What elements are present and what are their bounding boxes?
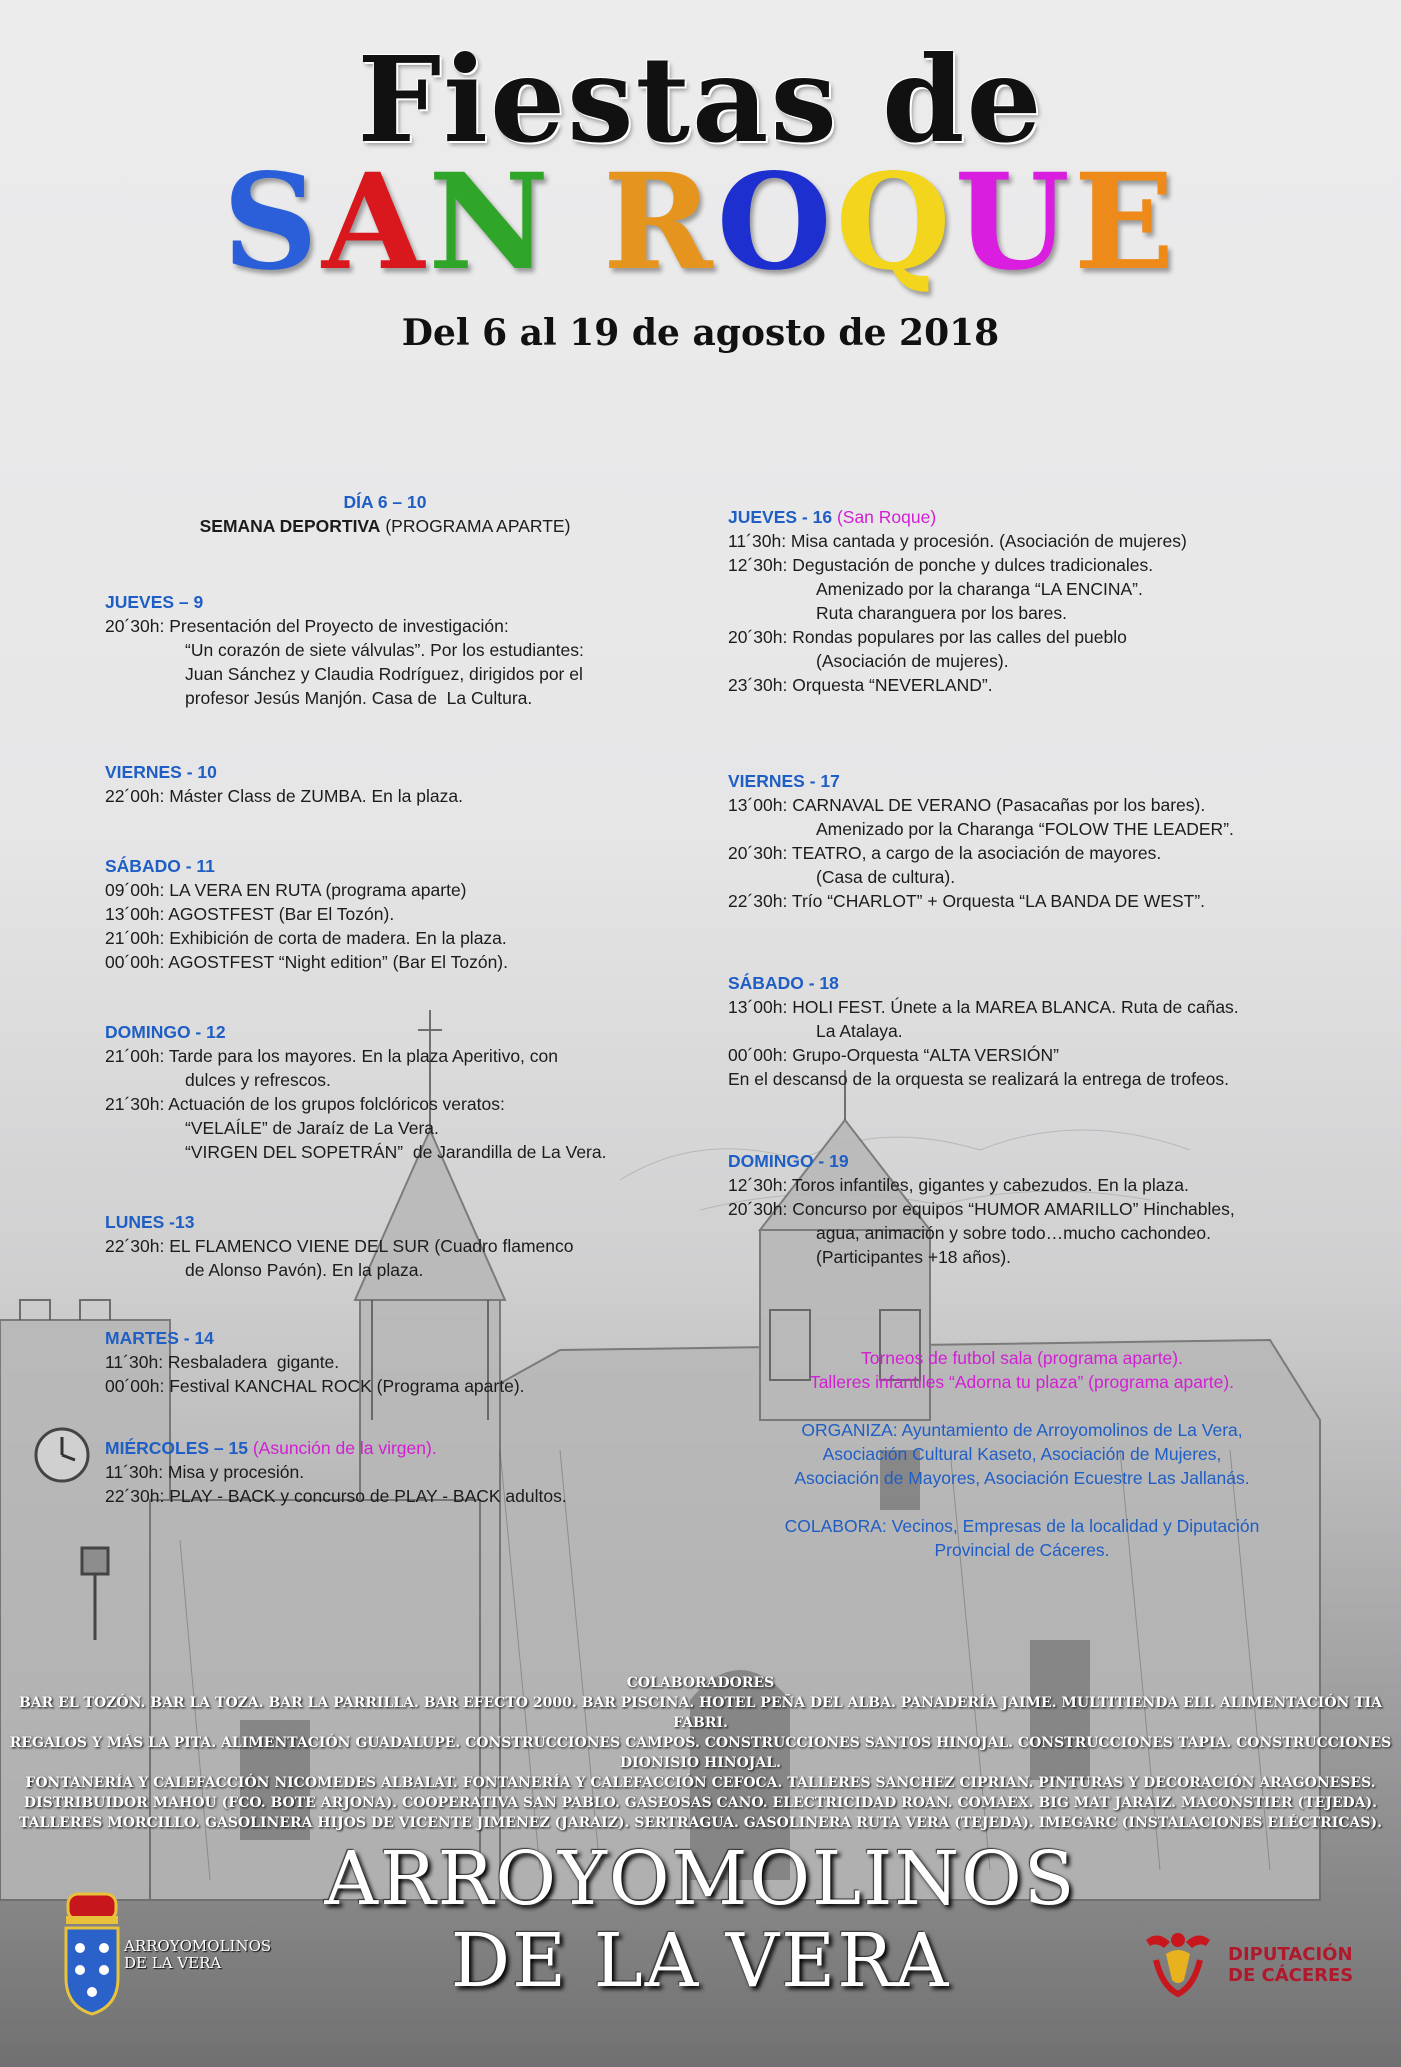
event-line: En el descanso de la orquesta se realizará la entrega de trofeos. <box>728 1069 1230 1089</box>
town-crest-icon <box>60 1888 124 2018</box>
event-line: 00´00h: Grupo-Orquesta “ALTA VERSIÓN” <box>728 1045 1060 1065</box>
event-line: 20´30h: Presentación del Proyecto de investigación: <box>105 616 509 636</box>
sponsors-title: COLABORADORES <box>626 1675 775 1691</box>
schedule-block-viernes-17 <box>728 769 1348 913</box>
event-line: 20´30h: Rondas populares por las calles del pueblo <box>728 627 1127 647</box>
sponsors-line: BAR EL TOZÓN. BAR LA TOZA. BAR LA PARRILLA. BAR EFECTO 2000. BAR PISCINA. HOTEL PEÑA DEL ALBA. PANADERÍA JAIME. MULTITIENDA ELI. ALIMENTACIÓN TIA FABRI. <box>18 1695 1383 1731</box>
schedule-block-domingo-12 <box>105 1020 665 1164</box>
day-note: (San Roque) <box>832 507 937 527</box>
event-line: dulces y refrescos. <box>185 1070 331 1090</box>
diputacion-label <box>1228 1944 1353 1986</box>
event-line: 12´30h: Degustación de ponche y dulces tradicionales. <box>728 555 1154 575</box>
day-note: (Asunción de la virgen). <box>247 1438 437 1458</box>
event-line: profesor Jesús Manjón. Casa de La Cultura. <box>185 688 533 708</box>
day-heading: DÍA 6 – 10 <box>343 492 427 512</box>
schedule-block-jueves-9 <box>105 590 665 710</box>
event-line: 00´00h: AGOSTFEST “Night edition” (Bar El Tozón). <box>105 952 508 972</box>
colabora-line: Provincial de Cáceres. <box>934 1540 1110 1560</box>
town-name-line1: ARROYOMOLINOS <box>324 1836 1077 1922</box>
organiza-line: Asociación Cultural Kaseto, Asociación de Mujeres, <box>822 1444 1222 1464</box>
schedule-left-column <box>105 490 665 1552</box>
event-line: 09´00h: LA VERA EN RUTA (programa aparte) <box>105 880 467 900</box>
schedule-block-miercoles-15 <box>105 1436 665 1508</box>
sponsors-line: DISTRIBUIDOR MAHOU (FCO. BOTE ARJONA). COOPERATIVA SAN PABLO. GASEOSAS CANO. ELECTRICIDAD ROAN. COMAEX. BIG MAT JARAIZ. MACONSTIER (TEJEDA). <box>23 1795 1378 1811</box>
event-line: Amenizado por la Charanga “FOLOW THE LEADER”. <box>816 819 1234 839</box>
title-letter: A <box>321 145 429 300</box>
event-dates: Del 6 al 19 de agosto de 2018 <box>401 312 1000 354</box>
event-line: 13´00h: AGOSTFEST (Bar El Tozón). <box>105 904 395 924</box>
schedule-block-day6-10 <box>105 490 665 538</box>
poster-title: Fiestas de <box>357 30 1044 169</box>
schedule-block-viernes-10 <box>105 760 665 808</box>
event-line: 11´30h: Misa y procesión. <box>105 1462 305 1482</box>
diputacion-label-line1: DIPUTACIÓN <box>1228 1944 1353 1965</box>
event-line: 22´30h: Trío “CHARLOT” + Orquesta “LA BANDA DE WEST”. <box>728 891 1206 911</box>
title-letter: U <box>954 145 1074 300</box>
event-line: “Un corazón de siete válvulas”. Por los estudiantes: <box>185 640 584 660</box>
diputacion-logo-icon <box>1138 1920 1218 2000</box>
sponsors-list <box>0 1673 1401 1833</box>
day-heading: VIERNES - 17 <box>728 771 840 791</box>
diputacion-label-line2: DE CÁCERES <box>1228 1965 1354 1986</box>
title-letter: O <box>716 145 836 300</box>
additional-info <box>742 1346 1302 1562</box>
event-line: Juan Sánchez y Claudia Rodríguez, dirigidos por el <box>185 664 583 684</box>
event-line: Amenizado por la charanga “LA ENCINA”. <box>816 579 1143 599</box>
event-line: 13´00h: HOLI FEST. Únete a la MAREA BLANCA. Ruta de cañas. <box>728 997 1239 1017</box>
event-line: SEMANA DEPORTIVA (PROGRAMA APARTE) <box>199 516 571 536</box>
info-line: Torneos de futbol sala (programa aparte). <box>861 1348 1183 1368</box>
event-line: 00´00h: Festival KANCHAL ROCK (Programa aparte). <box>105 1376 525 1396</box>
organiza-line: Asociación de Mayores, Asociación Ecuestre Las Jallanás. <box>794 1468 1250 1488</box>
event-line: 22´00h: Máster Class de ZUMBA. En la plaza. <box>105 786 463 806</box>
day-heading: SÁBADO - 11 <box>105 856 215 876</box>
schedule-block-sabado-11 <box>105 854 665 974</box>
day-heading: SÁBADO - 18 <box>728 973 839 993</box>
event-line: “VIRGEN DEL SOPETRÁN” de Jarandilla de La Vera. <box>185 1142 607 1162</box>
event-line: 20´30h: TEATRO, a cargo de la asociación de mayores. <box>728 843 1162 863</box>
crest-label-line2: DE LA VERA <box>124 1954 222 1972</box>
event-line: (Casa de cultura). <box>816 867 956 887</box>
title-letter <box>553 145 603 300</box>
crest-label <box>124 1938 271 1972</box>
event-line: 21´30h: Actuación de los grupos folclóricos veratos: <box>105 1094 505 1114</box>
title-letter: S <box>222 145 322 300</box>
event-line: 13´00h: CARNAVAL DE VERANO (Pasacañas por los bares). <box>728 795 1206 815</box>
day-heading: JUEVES - 16 (San Roque) <box>728 507 937 527</box>
day-heading: LUNES -13 <box>105 1212 195 1232</box>
title-letter: R <box>602 145 717 300</box>
title-letter: E <box>1073 145 1179 300</box>
event-line: La Atalaya. <box>816 1021 903 1041</box>
event-line: 22´30h: PLAY - BACK y concurso de PLAY - BACK adultos. <box>105 1486 567 1506</box>
event-line: 11´30h: Misa cantada y procesión. (Asociación de mujeres) <box>728 531 1187 551</box>
schedule-right-column <box>728 505 1348 1313</box>
event-line: 21´00h: Tarde para los mayores. En la plaza Aperitivo, con <box>105 1046 558 1066</box>
day-heading: JUEVES – 9 <box>105 592 204 612</box>
san-roque-title <box>0 145 1401 300</box>
event-line: de Alonso Pavón). En la plaza. <box>185 1260 424 1280</box>
event-line: (Asociación de mujeres). <box>816 651 1009 671</box>
title-letter: N <box>428 145 553 300</box>
event-line: 23´30h: Orquesta “NEVERLAND”. <box>728 675 993 695</box>
organiza-line: ORGANIZA: Ayuntamiento de Arroyomolinos de La Vera, <box>801 1420 1243 1440</box>
schedule-block-martes-14 <box>105 1326 665 1398</box>
sponsors-line: TALLERES MORCILLO. GASOLINERA HIJOS DE VICENTE JIMENEZ (JARAIZ). SERTRAGUA. GASOLINERA RUTA VERA (TEJEDA). IMEGARC (INSTALACIONES ELÉCTRICAS). <box>19 1815 1382 1831</box>
day-heading: MARTES - 14 <box>105 1328 214 1348</box>
day-heading: VIERNES - 10 <box>105 762 217 782</box>
schedule-block-sabado-18 <box>728 971 1348 1091</box>
sponsors-line: FONTANERÍA Y CALEFACCIÓN NICOMEDES ALBALAT. FONTANERÍA Y CALEFACCIÓN CEFOCA. TALLERES SANCHEZ CIPRIAN. PINTURAS Y DECORACIÓN ARAGONESES. <box>25 1775 1376 1791</box>
crest-label-line1: ARROYOMOLINOS <box>124 1937 272 1955</box>
title-letter: Q <box>835 145 955 300</box>
day-heading: MIÉRCOLES – 15 (Asunción de la virgen). <box>105 1438 437 1458</box>
schedule-block-domingo-19 <box>728 1149 1348 1269</box>
event-line: 20´30h: Concurso por equipos “HUMOR AMARILLO” Hinchables, <box>728 1199 1235 1219</box>
day-heading: DOMINGO - 19 <box>728 1151 849 1171</box>
day-heading: DOMINGO - 12 <box>105 1022 226 1042</box>
event-line: Ruta charanguera por los bares. <box>816 603 1067 623</box>
event-line: 12´30h: Toros infantiles, gigantes y cabezudos. En la plaza. <box>728 1175 1189 1195</box>
schedule-block-jueves-16 <box>728 505 1348 697</box>
event-line: 21´00h: Exhibición de corta de madera. En la plaza. <box>105 928 507 948</box>
event-line: (Participantes +18 años). <box>816 1247 1012 1267</box>
event-line: “VELAÍLE” de Jaraíz de La Vera. <box>185 1118 439 1138</box>
sponsors-line: REGALOS Y MÁS LA PITA. ALIMENTACIÓN GUADALUPE. CONSTRUCCIONES CAMPOS. CONSTRUCCIONES SANTOS HINOJAL. CONSTRUCCIONES TAPIA. CONSTRUCCIONES DIONISIO HINOJAL. <box>9 1735 1392 1771</box>
event-line: 11´30h: Resbaladera gigante. <box>105 1352 340 1372</box>
event-line: agua, animación y sobre todo…mucho cachondeo. <box>816 1223 1211 1243</box>
colabora-line: COLABORA: Vecinos, Empresas de la localidad y Diputación <box>784 1516 1260 1536</box>
info-line: Talleres infantiles “Adorna tu plaza” (programa aparte). <box>809 1372 1235 1392</box>
event-line: 22´30h: EL FLAMENCO VIENE DEL SUR (Cuadro flamenco <box>105 1236 574 1256</box>
schedule-block-lunes-13 <box>105 1210 665 1282</box>
town-name-line2: DE LA VERA <box>450 1918 951 2004</box>
